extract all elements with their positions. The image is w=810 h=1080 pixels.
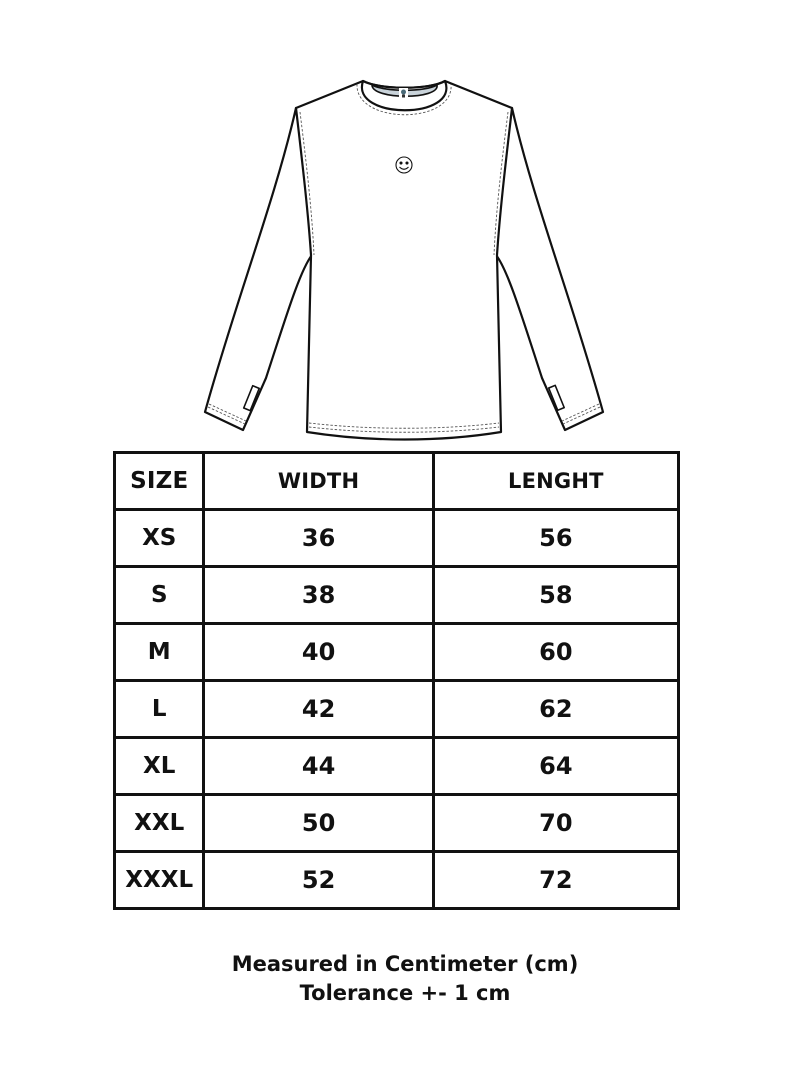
length-cell: 58	[433, 567, 678, 624]
size-chart-table	[113, 451, 680, 910]
tshirt-illustration	[0, 0, 810, 450]
size-cell: XXL	[115, 795, 204, 852]
width-cell: 42	[204, 681, 433, 738]
measurement-notes	[0, 950, 810, 1008]
right-sleeve	[496, 108, 603, 430]
length-cell: 70	[433, 795, 678, 852]
width-cell: 38	[204, 567, 433, 624]
length-cell: 62	[433, 681, 678, 738]
length-cell: 56	[433, 510, 678, 567]
header-length: LENGHT	[433, 453, 678, 510]
shirt-body	[296, 81, 512, 440]
width-cell: 52	[204, 852, 433, 909]
width-cell: 50	[204, 795, 433, 852]
size-cell: S	[115, 567, 204, 624]
size-cell: XS	[115, 510, 204, 567]
width-cell: 40	[204, 624, 433, 681]
size-cell: XL	[115, 738, 204, 795]
size-cell: L	[115, 681, 204, 738]
length-cell: 60	[433, 624, 678, 681]
length-cell: 64	[433, 738, 678, 795]
table-row	[115, 795, 679, 852]
brand-tag-icon	[399, 88, 408, 98]
size-cell: XXXL	[115, 852, 204, 909]
unit-note: Measured in Centimeter (cm)	[231, 952, 579, 976]
table-row	[115, 852, 679, 909]
width-cell: 36	[204, 510, 433, 567]
tolerance-note: Tolerance +- 1 cm	[299, 981, 511, 1005]
table-row	[115, 510, 679, 567]
table-header-row	[115, 453, 679, 510]
table-row	[115, 738, 679, 795]
length-cell: 72	[433, 852, 678, 909]
table-row	[115, 681, 679, 738]
table-row	[115, 624, 679, 681]
left-sleeve	[205, 108, 312, 430]
width-cell: 44	[204, 738, 433, 795]
header-width: WIDTH	[204, 453, 433, 510]
size-cell: M	[115, 624, 204, 681]
header-size: SIZE	[115, 453, 204, 510]
table-row	[115, 567, 679, 624]
